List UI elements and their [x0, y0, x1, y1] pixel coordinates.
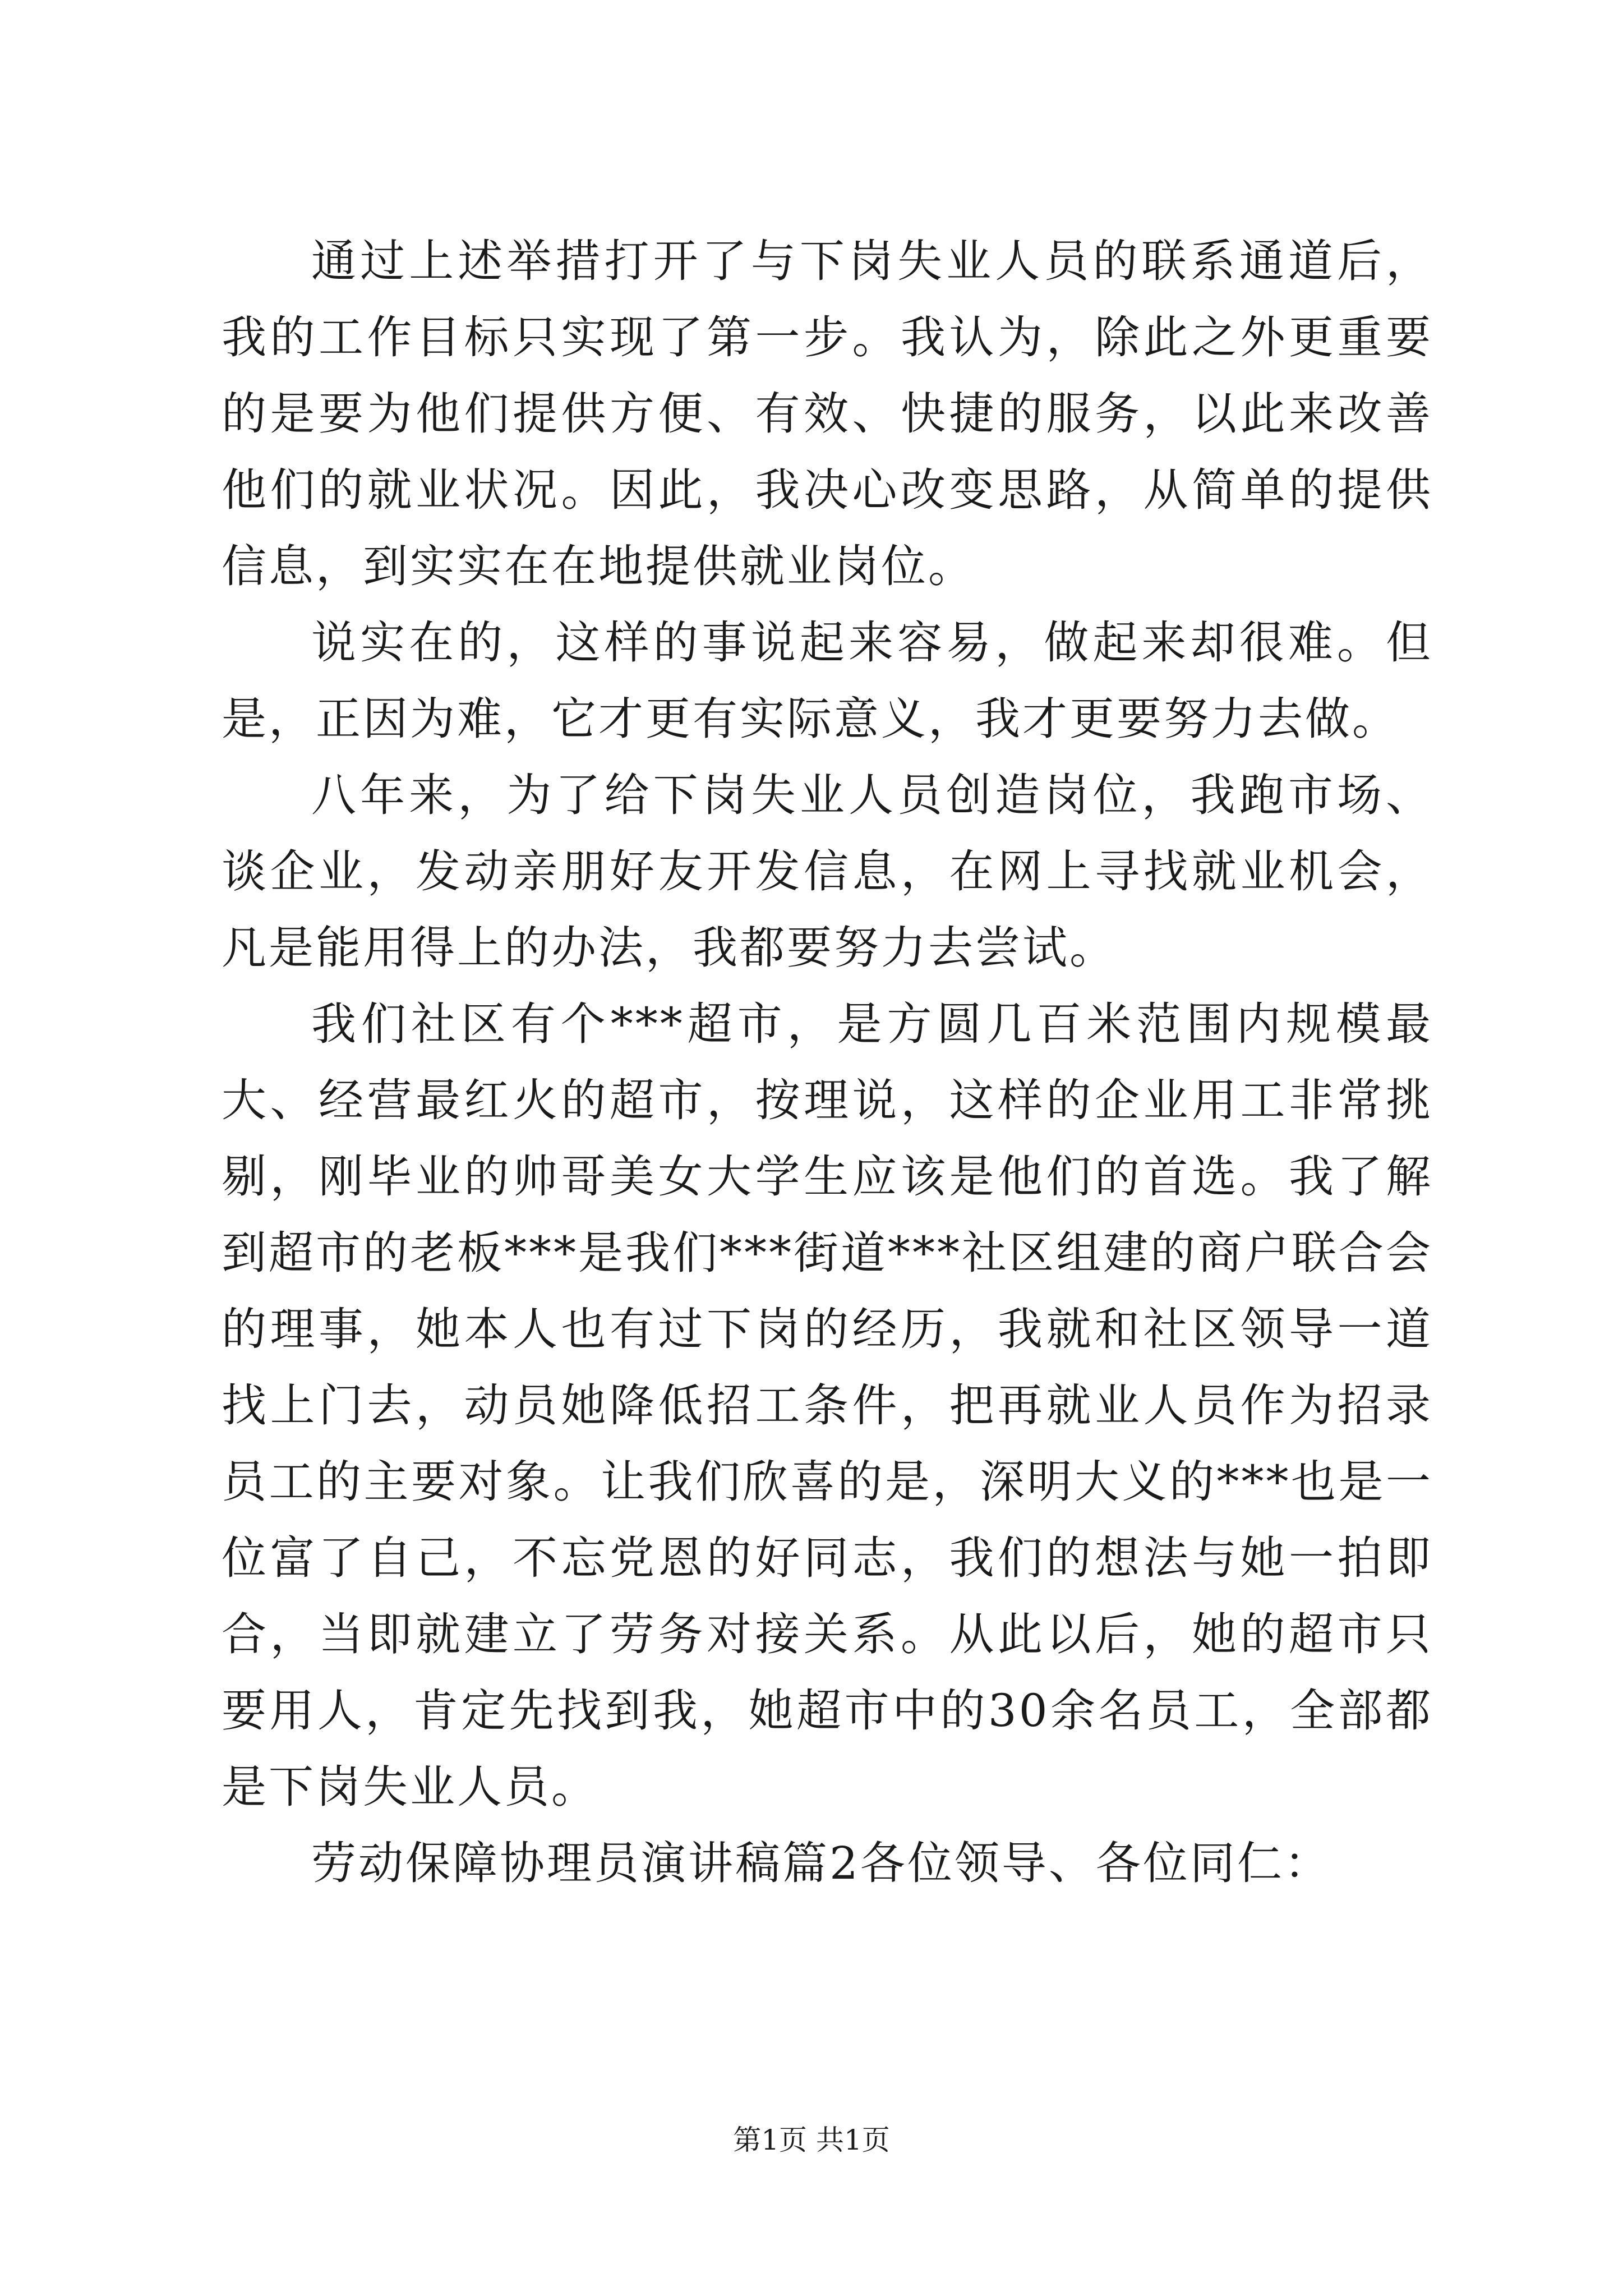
document-body [222, 223, 1433, 1902]
paragraph-3: 八年来，为了给下岗失业人员创造岗位，我跑市场、谈企业，发动亲朋好友开发信息，在网上寻找就业机会，凡是能用得上的办法，我都要努力去尝试。 [222, 769, 1433, 974]
page-footer: 第1页 共1页 [733, 2124, 890, 2156]
paragraph-5: 劳动保障协理员演讲稿篇2各位领导、各位同仁： [311, 1837, 1331, 1889]
paragraph-4: 我们社区有个***超市，是方圆几百米范围内规模最大、经营最红火的超市，按理说，这样的企业用工非常挑剔，刚毕业的帅哥美女大学生应该是他们的首选。我了解到超市的老板***是我们***街道***社区组建的商户联合会的理事，她本人也有过下岗的经历，我就和社区领导一道找上门去，动员她降低招工条件，把再就业人员作为招录员工的主要对象。让我们欣喜的是，深明大义的***也是一位富了自己，不忘党恩的好同志，我们的想法与她一拍即合，当即就建立了劳务对接关系。从此以后，她的超市只要用人，肯定先找到我，她超市中的30余名员工，全部都是下岗失业人员。 [222, 998, 1433, 1813]
paragraph-1: 通过上述举措打开了与下岗失业人员的联系通道后，我的工作目标只实现了第一步。我认为，除此之外更重要的是要为他们提供方便、有效、快捷的服务，以此来改善他们的就业状况。因此，我决心改变思路，从简单的提供信息，到实实在在地提供就业岗位。 [222, 235, 1433, 592]
paragraph-2: 说实在的，这样的事说起来容易，做起来却很难。但是，正因为难，它才更有实际意义，我才更要努力去做。 [222, 616, 1433, 745]
